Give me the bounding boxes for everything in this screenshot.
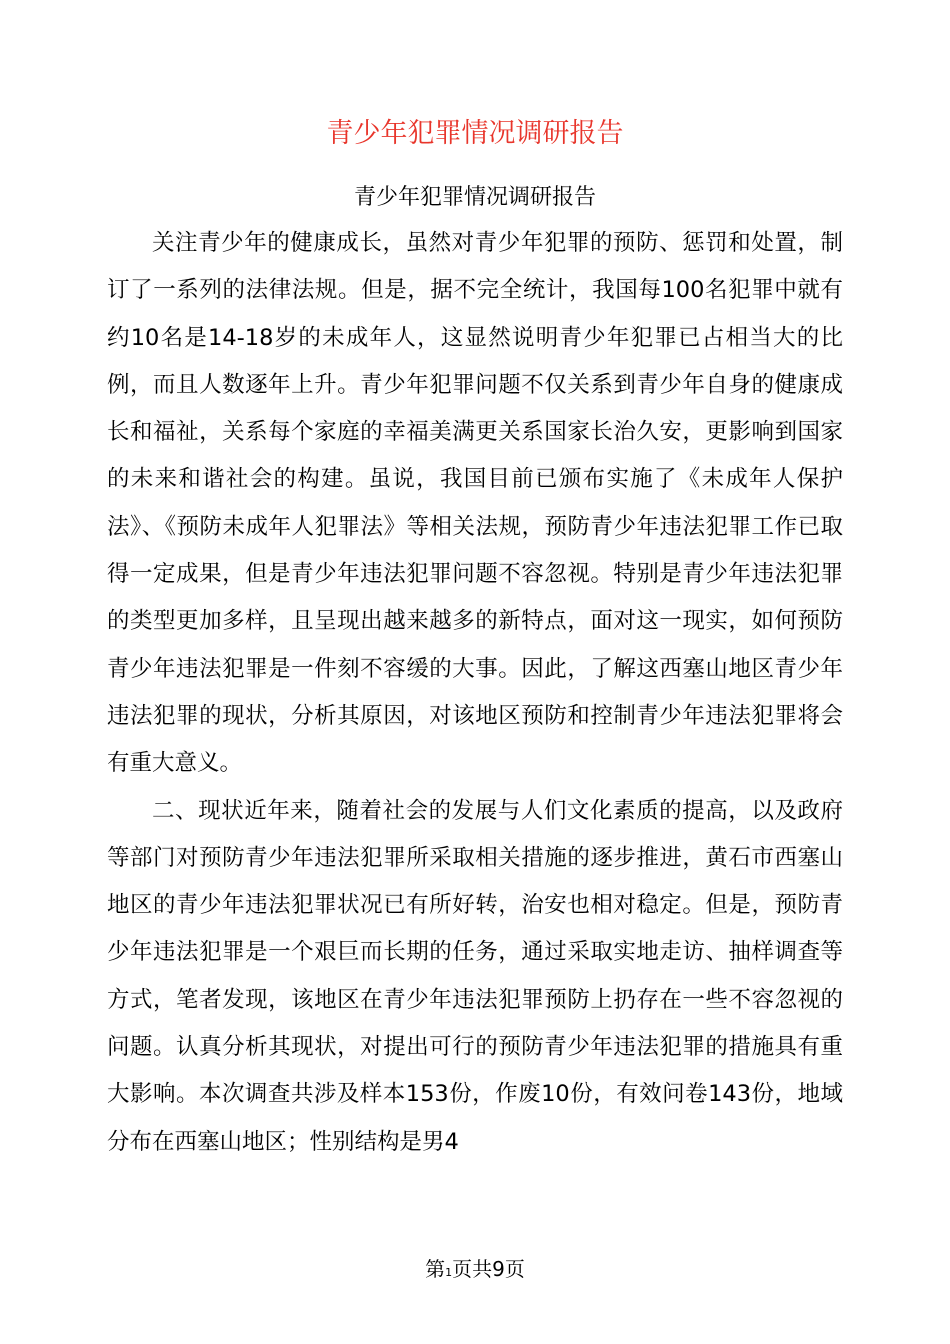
page-footer	[0, 1252, 950, 1290]
document-title: 青少年犯罪情况调研报告	[326, 118, 624, 149]
document-body	[107, 220, 843, 1166]
footer-page-number: 1	[445, 1266, 453, 1279]
paragraph-intro: 关注青少年的健康成长，虽然对青少年犯罪的预防、惩罚和处置，制订了一系列的法律法规。但是，据不完全统计，我国每100名犯罪中就有约10名是14-18岁的未成年人，这显然说明青少年犯罪已占相当大的比例，而且人数逐年上升。青少年犯罪问题不仅关系到青少年自身的健康成长和福祉，关系每个家庭的幸福美满更关系国家长治久安，更影响到国家的未来和谐社会的构建。虽说，我国目前已颁布实施了《未成年人保护法》、《预防未成年人犯罪法》等相关法规，预防青少年违法犯罪工作已取得一定成果，但是青少年违法犯罪问题不容忽视。特别是青少年违法犯罪的类型更加多样，且呈现出越来越多的新特点，面对这一现实，如何预防青少年违法犯罪是一件刻不容缓的大事。因此，了解这西塞山地区青少年违法犯罪的现状，分析其原因，对该地区预防和控制青少年违法犯罪将会有重大意义。	[107, 230, 843, 777]
document-subtitle: 青少年犯罪情况调研报告	[353, 185, 596, 210]
footer-prefix: 第	[425, 1257, 446, 1281]
footer-suffix: 页共9页	[452, 1257, 525, 1281]
paragraph-status: 二、现状近年来，随着社会的发展与人们文化素质的提高，以及政府等部门对预防青少年违法犯罪所采取相关措施的逐步推进，黄石市西塞山地区的青少年违法犯罪状况已有所好转，治安也相对稳定。但是，预防青少年违法犯罪是一个艰巨而长期的任务，通过采取实地走访、抽样调查等方式，笔者发现，该地区在青少年违法犯罪预防上扔存在一些不容忽视的问题。认真分析其现状，对提出可行的预防青少年违法犯罪的措施具有重大影响。本次调查共涉及样本153份，作废10份，有效问卷143份，地域分布在西塞山地区；性别结构是男4	[107, 797, 843, 1155]
